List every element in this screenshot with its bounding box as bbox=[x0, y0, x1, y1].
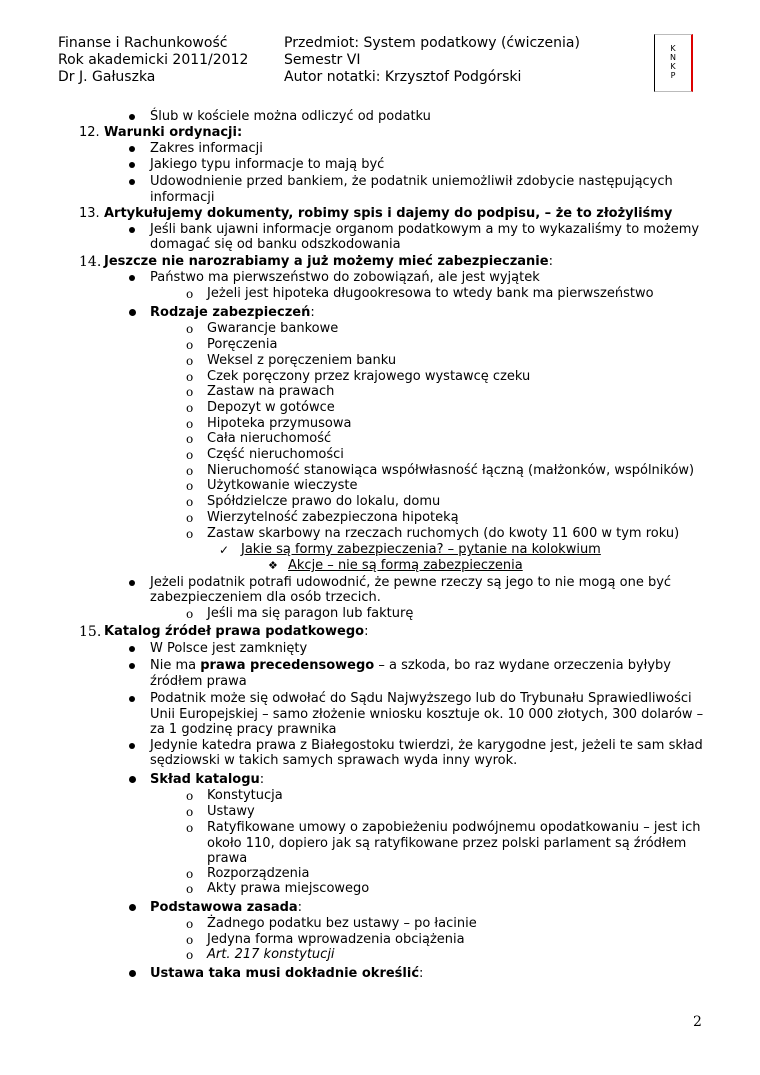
header-left bbox=[58, 35, 248, 86]
list-number: 13. bbox=[79, 206, 100, 221]
list-item: Udowodnienie przed bankiem, że podatnik uniemożliwił zdobycie następujących bbox=[150, 174, 673, 189]
bullet-icon bbox=[129, 275, 135, 281]
sub-list-item: Wierzytelność zabezpieczona hipoteką bbox=[207, 510, 459, 525]
sub-list-item: Jeśli ma się paragon lub fakturę bbox=[207, 606, 414, 621]
sub-list-item: Zastaw na prawach bbox=[207, 384, 335, 399]
sub-list-item-continuation: prawa bbox=[207, 851, 248, 866]
lecturer: Dr J. Gałuszka bbox=[58, 69, 156, 85]
bullet-icon bbox=[129, 146, 135, 152]
logo-letter: K bbox=[670, 44, 676, 53]
list-item-continuation: Unii Europejskiej – samo złożenie wniosku kosztuje ok. 10 000 złotych, 300 dolarów – bbox=[150, 707, 704, 722]
bullet-icon bbox=[129, 162, 135, 168]
list-item: Nie ma prawa precedensowego – a szkoda, bo raz wydane orzeczenia byłyby bbox=[150, 658, 672, 673]
subsection-heading: Skład katalogu: bbox=[150, 772, 265, 787]
sub-list-item: Część nieruchomości bbox=[207, 447, 344, 462]
list-item: Państwo ma pierwszeństwo do zobowiązań, ale jest wyjątek bbox=[150, 270, 540, 285]
sub-list-item: Akty prawa miejscowego bbox=[207, 881, 370, 896]
list-item-continuation: za 1 godzinę pracy prawnika bbox=[150, 722, 337, 737]
semester: Semestr VI bbox=[284, 52, 361, 68]
circle-bullet-icon: o bbox=[186, 385, 194, 399]
list-number: 12. bbox=[79, 125, 100, 140]
list-number: 15. bbox=[79, 624, 102, 640]
circle-bullet-icon: o bbox=[186, 417, 194, 431]
sub-list-item: Żadnego podatku bez ustawy – po łacinie bbox=[207, 916, 477, 931]
sub-list-item: Nieruchomość stanowiąca współwłasność łączną (małżonków, wspólników) bbox=[207, 463, 695, 478]
circle-bullet-icon: o bbox=[186, 933, 194, 947]
diamond-bullet-icon: ❖ bbox=[268, 559, 278, 572]
subsection-heading: Rodzaje zabezpieczeń: bbox=[150, 305, 315, 320]
list-item: Jakiego typu informacje to mają być bbox=[150, 157, 385, 172]
note-item: Akcje – nie są formą zabezpieczenia bbox=[288, 558, 523, 573]
bullet-icon bbox=[129, 696, 135, 702]
list-item: Zakres informacji bbox=[150, 141, 263, 156]
bullet-icon bbox=[129, 580, 135, 586]
circle-bullet-icon: o bbox=[186, 511, 194, 525]
circle-bullet-icon: o bbox=[186, 607, 194, 621]
sub-list-item: Hipoteka przymusowa bbox=[207, 416, 352, 431]
header-center bbox=[284, 35, 580, 86]
circle-bullet-icon: o bbox=[186, 527, 194, 541]
section-heading: Jeszcze nie narozrabiamy a już możemy mieć zabezpieczanie: bbox=[104, 254, 553, 269]
circle-bullet-icon: o bbox=[186, 322, 194, 336]
subsection-heading: Ustawa taka musi dokładnie określić: bbox=[150, 966, 424, 981]
sub-list-item: Poręczenia bbox=[207, 337, 278, 352]
bullet-icon bbox=[129, 227, 135, 233]
list-item-continuation: domagać się od banku odszkodowania bbox=[150, 237, 401, 252]
circle-bullet-icon: o bbox=[186, 867, 194, 881]
bullet-icon bbox=[129, 743, 135, 749]
course-name: Finanse i Rachunkowość bbox=[58, 35, 228, 51]
sub-list-item: Art. 217 konstytucji bbox=[207, 947, 335, 962]
sub-list-item: Czek poręczony przez krajowego wystawcę czeku bbox=[207, 369, 531, 384]
list-item: Jedynie katedra prawa z Białegostoku twierdzi, że karygodne jest, jeżeli te sam skład bbox=[150, 738, 703, 753]
sub-list-item: Gwarancje bankowe bbox=[207, 321, 339, 336]
list-item: Jeśli bank ujawni informacje organom podatkowym a my to wykazaliśmy to możemy bbox=[150, 222, 700, 237]
circle-bullet-icon: o bbox=[186, 821, 194, 835]
list-item-continuation: sędziowski w takich samych sprawach wyda inny wyrok. bbox=[150, 753, 518, 768]
bullet-icon bbox=[129, 114, 135, 120]
logo-letter: P bbox=[670, 71, 676, 80]
bullet-icon bbox=[129, 646, 135, 652]
subsection-heading: Podstawowa zasada: bbox=[150, 900, 303, 915]
circle-bullet-icon: o bbox=[186, 464, 194, 478]
logo-letter: N bbox=[670, 53, 676, 62]
sub-list-item: Jedyna forma wprowadzenia obciążenia bbox=[207, 932, 465, 947]
circle-bullet-icon: o bbox=[186, 354, 194, 368]
sub-list-item: Spółdzielcze prawo do lokalu, domu bbox=[207, 494, 441, 509]
checkmark-icon: ✓ bbox=[219, 543, 230, 557]
section-heading: Warunki ordynacji: bbox=[104, 125, 243, 140]
note-author: Autor notatki: Krzysztof Podgórski bbox=[284, 69, 522, 85]
bullet-icon bbox=[129, 904, 136, 911]
exam-question-note: Jakie są formy zabezpieczenia? – pytanie na kolokwium bbox=[241, 542, 601, 557]
circle-bullet-icon: o bbox=[186, 338, 194, 352]
sub-list-item: Rozporządzenia bbox=[207, 866, 310, 881]
list-item: Ślub w kościele można odliczyć od podatku bbox=[150, 109, 431, 124]
academic-year: Rok akademicki 2011/2012 bbox=[58, 52, 249, 68]
section-heading: Artykułujemy dokumenty, robimy spis i dajemy do podpisu, – że to złożyliśmy bbox=[104, 206, 673, 221]
sub-list-item: Cała nieruchomość bbox=[207, 431, 332, 446]
sub-list-item: Ustawy bbox=[207, 804, 255, 819]
circle-bullet-icon: o bbox=[186, 432, 194, 446]
sub-list-item: Weksel z poręczeniem banku bbox=[207, 353, 397, 368]
logo-letter: K bbox=[670, 62, 676, 71]
circle-bullet-icon: o bbox=[186, 917, 194, 931]
list-item-continuation: źródłem prawa bbox=[150, 674, 247, 689]
list-item: Podatnik może się odwołać do Sądu Najwyższego lub do Trybunału Sprawiedliwości bbox=[150, 691, 692, 706]
sub-list-item-continuation: około 110, dopiero jak są ratyfikowane przez polski parlament są źródłem bbox=[207, 836, 687, 851]
circle-bullet-icon: o bbox=[186, 789, 194, 803]
circle-bullet-icon: o bbox=[186, 479, 194, 493]
circle-bullet-icon: o bbox=[186, 287, 194, 301]
circle-bullet-icon: o bbox=[186, 948, 194, 962]
list-item-continuation: informacji bbox=[150, 190, 215, 205]
circle-bullet-icon: o bbox=[186, 370, 194, 384]
subject: Przedmiot: System podatkowy (ćwiczenia) bbox=[284, 35, 580, 51]
bullet-icon bbox=[129, 970, 136, 977]
bullet-icon bbox=[129, 179, 135, 185]
sub-list-item: Użytkowanie wieczyste bbox=[207, 478, 358, 493]
bullet-icon bbox=[129, 309, 136, 316]
sub-list-item: Zastaw skarbowy na rzeczach ruchomych (do kwoty 11 600 w tym roku) bbox=[207, 526, 680, 541]
bullet-icon bbox=[129, 776, 136, 783]
bullet-icon bbox=[129, 663, 135, 669]
sub-list-item: Konstytucja bbox=[207, 788, 283, 803]
page-number: 2 bbox=[693, 1014, 702, 1030]
circle-bullet-icon: o bbox=[186, 882, 194, 896]
sub-list-item: Jeżeli jest hipoteka długookresowa to wtedy bank ma pierwszeństwo bbox=[207, 286, 654, 301]
sub-list-item: Ratyfikowane umowy o zapobieżeniu podwójnemu opodatkowaniu – jest ich bbox=[207, 820, 701, 835]
circle-bullet-icon: o bbox=[186, 448, 194, 462]
sub-list-item: Depozyt w gotówce bbox=[207, 400, 335, 415]
circle-bullet-icon: o bbox=[186, 805, 194, 819]
list-item: W Polsce jest zamknięty bbox=[150, 641, 308, 656]
circle-bullet-icon: o bbox=[186, 495, 194, 509]
list-item: Jeżeli podatnik potrafi udowodnić, że pewne rzeczy są jego to nie mogą one być bbox=[150, 575, 672, 590]
circle-bullet-icon: o bbox=[186, 401, 194, 415]
list-item-continuation: zabezpieczeniem dla osób trzecich. bbox=[150, 590, 381, 605]
knkp-logo bbox=[654, 34, 693, 92]
section-heading: Katalog źródeł prawa podatkowego: bbox=[104, 624, 369, 639]
list-number: 14. bbox=[79, 254, 102, 270]
